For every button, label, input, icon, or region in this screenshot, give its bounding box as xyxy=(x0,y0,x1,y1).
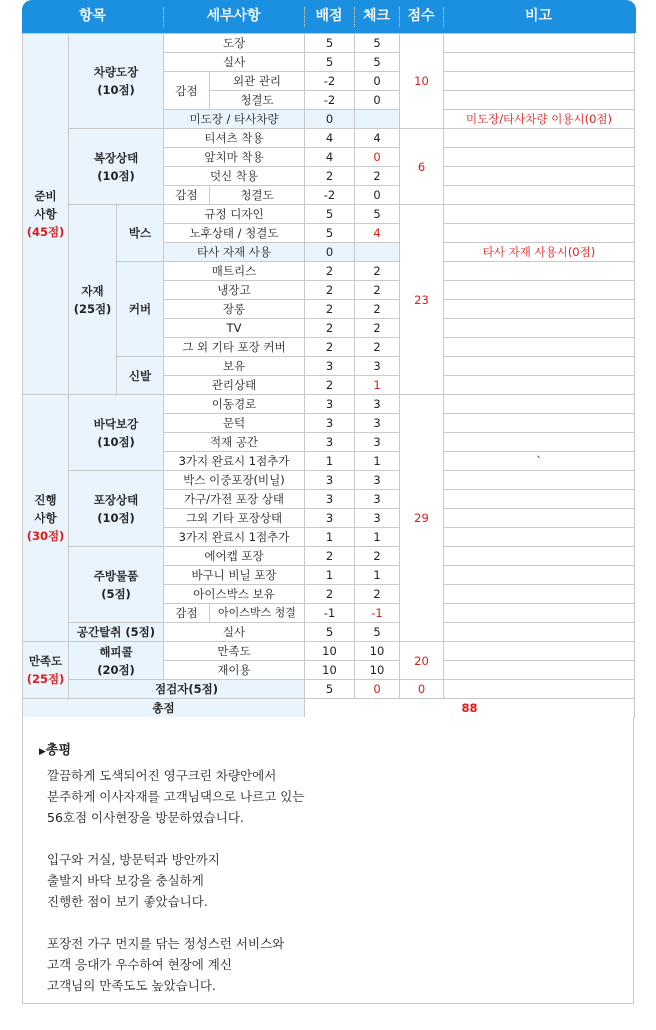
total-value: 88 xyxy=(305,699,635,718)
check-cell: 1 xyxy=(355,566,400,585)
section-prep xyxy=(23,34,69,395)
note-cell xyxy=(444,604,635,623)
points-cell: 2 xyxy=(305,338,355,357)
group-points: (10점) xyxy=(97,510,135,525)
header-divider xyxy=(443,7,444,27)
note-cell xyxy=(444,72,635,91)
note-cell xyxy=(444,91,635,110)
item-cell: 외관 관리 xyxy=(210,72,305,91)
item-cell: 덧신 착용 xyxy=(164,167,305,186)
points-cell: 0 xyxy=(305,243,355,262)
section-label: 사항 xyxy=(34,511,57,525)
check-cell: 3 xyxy=(355,414,400,433)
points-cell: 3 xyxy=(305,357,355,376)
check-cell: 2 xyxy=(355,262,400,281)
header-note: 비고 xyxy=(524,8,553,24)
check-cell: 3 xyxy=(355,471,400,490)
table-row xyxy=(23,547,635,566)
group-points: (20점) xyxy=(97,662,135,677)
points-cell: 1 xyxy=(305,528,355,547)
note-cell xyxy=(444,414,635,433)
item-cell: 노후상태 / 청결도 xyxy=(164,224,305,243)
note-cell xyxy=(444,357,635,376)
subgroup-cover: 커버 xyxy=(117,262,164,357)
subgroup-shoes: 신발 xyxy=(117,357,164,395)
check-cell: 2 xyxy=(355,319,400,338)
score-cell: 10 xyxy=(400,34,444,129)
check-cell: 0 xyxy=(355,148,400,167)
check-cell: 3 xyxy=(355,357,400,376)
item-cell: 이동경로 xyxy=(164,395,305,414)
note-cell xyxy=(444,585,635,604)
summary-heading xyxy=(39,739,71,758)
check-cell: 10 xyxy=(355,642,400,661)
group-label: 복장상태 xyxy=(93,150,139,165)
points-cell: 5 xyxy=(305,623,355,642)
item-cell: 도장 xyxy=(164,34,305,53)
points-cell: -2 xyxy=(305,91,355,110)
section-satisfaction xyxy=(23,642,69,699)
group-attire xyxy=(69,129,164,205)
note-cell xyxy=(444,433,635,452)
note-cell: ` xyxy=(444,452,635,471)
check-cell: 0 xyxy=(355,72,400,91)
note-cell xyxy=(444,661,635,680)
item-cell: 에어캡 포장 xyxy=(164,547,305,566)
points-cell: 0 xyxy=(305,110,355,129)
points-cell: 3 xyxy=(305,414,355,433)
check-cell: 1 xyxy=(355,528,400,547)
check-cell: 4 xyxy=(355,224,400,243)
points-cell: 2 xyxy=(305,262,355,281)
points-cell: -2 xyxy=(305,186,355,205)
item-cell: 앞치마 착용 xyxy=(164,148,305,167)
group-label: 포장상태 xyxy=(93,492,139,507)
table-row xyxy=(23,129,635,148)
item-cell: 3가지 완료시 1점추가 xyxy=(164,528,305,547)
item-cell: 그외 기타 포장상태 xyxy=(164,509,305,528)
check-cell: 1 xyxy=(355,452,400,471)
score-cell: 0 xyxy=(400,680,444,699)
item-cell: 관리상태 xyxy=(164,376,305,395)
points-cell: -2 xyxy=(305,72,355,91)
subgroup-box: 박스 xyxy=(117,205,164,262)
section-progress xyxy=(23,395,69,642)
check-cell: 4 xyxy=(355,129,400,148)
points-cell: 1 xyxy=(305,566,355,585)
header-divider xyxy=(354,7,355,27)
note-cell: 타사 자재 사용시(0점) xyxy=(444,243,635,262)
score-table xyxy=(22,33,635,718)
check-cell xyxy=(355,243,400,262)
table-row xyxy=(23,680,635,699)
points-cell: 10 xyxy=(305,642,355,661)
summary-line: 출발지 바닥 보강을 충실하게 xyxy=(47,873,204,888)
score-sheet xyxy=(22,0,636,718)
bullet-triangle-icon: ▶ xyxy=(39,747,46,757)
note-cell xyxy=(444,148,635,167)
summary-line: 고객 응대가 우수하여 현장에 계신 xyxy=(47,957,232,972)
points-cell: 2 xyxy=(305,167,355,186)
group-floor xyxy=(69,395,164,471)
check-cell: 1 xyxy=(355,376,400,395)
group-packing xyxy=(69,471,164,547)
table-row xyxy=(23,395,635,414)
item-cell: 보유 xyxy=(164,357,305,376)
check-cell: 2 xyxy=(355,547,400,566)
note-cell xyxy=(444,53,635,72)
table-row xyxy=(23,642,635,661)
points-cell: 5 xyxy=(305,680,355,699)
points-cell: 3 xyxy=(305,509,355,528)
note-cell xyxy=(444,547,635,566)
group-label: 주방물품 xyxy=(93,568,139,583)
item-cell: 타사 자재 사용 xyxy=(164,243,305,262)
table-row xyxy=(23,205,635,224)
note-cell xyxy=(444,509,635,528)
header-score: 점수 xyxy=(407,8,435,24)
group-points: (10점) xyxy=(97,434,135,449)
note-cell xyxy=(444,623,635,642)
header-points: 배점 xyxy=(315,8,343,24)
points-cell: 5 xyxy=(305,34,355,53)
note-cell xyxy=(444,300,635,319)
total-label: 총점 xyxy=(23,699,305,718)
group-deodorize: 공간탈취 (5점) xyxy=(69,623,164,642)
check-cell: 2 xyxy=(355,167,400,186)
note-cell xyxy=(444,224,635,243)
deduct-label: 감점 xyxy=(164,72,210,110)
note-cell xyxy=(444,680,635,699)
deduct-label: 감점 xyxy=(164,186,210,205)
group-label: 자재 xyxy=(81,283,104,298)
item-cell: 만족도 xyxy=(164,642,305,661)
points-cell: 2 xyxy=(305,376,355,395)
note-cell xyxy=(444,34,635,53)
points-cell: 1 xyxy=(305,452,355,471)
item-cell: 냉장고 xyxy=(164,281,305,300)
check-cell: 2 xyxy=(355,338,400,357)
note-cell xyxy=(444,471,635,490)
check-cell: 2 xyxy=(355,281,400,300)
summary-line: 고객님의 만족도도 높았습니다. xyxy=(47,978,216,993)
header-divider xyxy=(399,7,400,27)
item-cell: 청결도 xyxy=(210,186,305,205)
note-cell xyxy=(444,319,635,338)
points-cell: 5 xyxy=(305,53,355,72)
points-cell: 5 xyxy=(305,205,355,224)
points-cell: 2 xyxy=(305,547,355,566)
header-divider xyxy=(163,7,164,27)
points-cell: 3 xyxy=(305,433,355,452)
table-row xyxy=(23,34,635,53)
summary-line: 깔끔하게 도색되어진 영구크린 차량안에서 xyxy=(47,768,277,783)
group-label: 해피콜 xyxy=(99,644,133,659)
note-cell xyxy=(444,338,635,357)
summary-line: 입구와 거실, 방문턱과 방안까지 xyxy=(47,852,220,867)
item-cell: 미도장 / 타사차량 xyxy=(164,110,305,129)
section-points: (45점) xyxy=(26,225,65,239)
group-points: (25점) xyxy=(73,301,112,316)
summary-line: 포장전 가구 먼지를 닦는 정성스런 서비스와 xyxy=(47,936,285,951)
summary-line: 분주하게 이사자재를 고객님댁으로 나르고 있는 xyxy=(47,789,305,804)
item-cell: 3가지 완료시 1점추가 xyxy=(164,452,305,471)
note-cell xyxy=(444,566,635,585)
group-label: 차량도장 xyxy=(93,65,139,79)
check-cell: 2 xyxy=(355,585,400,604)
summary-line: 56호점 이사현장을 방문하였습니다. xyxy=(47,810,244,825)
check-cell: 3 xyxy=(355,509,400,528)
header-detail: 세부사항 xyxy=(206,8,261,24)
item-cell: 문턱 xyxy=(164,414,305,433)
note-cell xyxy=(444,642,635,661)
group-kitchen xyxy=(69,547,164,623)
score-cell: 23 xyxy=(400,205,444,395)
note-cell xyxy=(444,167,635,186)
item-cell: 적재 공간 xyxy=(164,433,305,452)
points-cell: 2 xyxy=(305,585,355,604)
group-points: (5점) xyxy=(101,586,131,601)
group-label: 바닥보강 xyxy=(93,416,139,431)
item-cell: 그 외 기타 포장 커버 xyxy=(164,338,305,357)
summary-paragraph xyxy=(47,849,304,912)
item-cell: 실사 xyxy=(164,53,305,72)
score-cell: 29 xyxy=(400,395,444,642)
check-cell: 3 xyxy=(355,490,400,509)
header-item: 항목 xyxy=(78,8,107,24)
points-cell: 4 xyxy=(305,148,355,167)
summary-paragraph xyxy=(47,765,304,828)
check-cell: 0 xyxy=(355,91,400,110)
section-label: 만족도 xyxy=(28,654,63,668)
group-material xyxy=(69,205,117,395)
item-cell: 장롱 xyxy=(164,300,305,319)
points-cell: 3 xyxy=(305,490,355,509)
note-cell xyxy=(444,262,635,281)
item-cell: 티셔츠 착용 xyxy=(164,129,305,148)
item-cell: 가구/가전 포장 상태 xyxy=(164,490,305,509)
check-cell: -1 xyxy=(355,604,400,623)
section-label: 사항 xyxy=(34,207,57,221)
group-vehicle xyxy=(69,34,164,129)
check-cell: 5 xyxy=(355,205,400,224)
summary-paragraph xyxy=(47,933,304,996)
summary-text xyxy=(47,765,304,1017)
points-cell: 2 xyxy=(305,300,355,319)
note-cell xyxy=(444,205,635,224)
score-cell: 20 xyxy=(400,642,444,680)
table-row xyxy=(23,471,635,490)
note-cell xyxy=(444,490,635,509)
item-cell: TV xyxy=(164,319,305,338)
check-cell: 5 xyxy=(355,53,400,72)
note-cell xyxy=(444,186,635,205)
deduct-label: 감점 xyxy=(164,604,210,623)
check-cell: 5 xyxy=(355,623,400,642)
inspector-label: 점검자(5점) xyxy=(69,680,305,699)
note-cell xyxy=(444,129,635,148)
check-cell: 3 xyxy=(355,395,400,414)
check-cell: 5 xyxy=(355,34,400,53)
note-cell: 미도장/타사차량 이용시(0점) xyxy=(444,110,635,129)
section-label: 진행 xyxy=(34,493,57,507)
group-points: (10점) xyxy=(97,83,135,97)
check-cell: 10 xyxy=(355,661,400,680)
header-divider xyxy=(304,7,305,27)
item-cell: 재이용 xyxy=(164,661,305,680)
summary-line: 진행한 점이 보기 좋았습니다. xyxy=(47,894,208,909)
check-cell: 0 xyxy=(355,186,400,205)
note-cell xyxy=(444,376,635,395)
item-cell: 규정 디자인 xyxy=(164,205,305,224)
check-cell: 2 xyxy=(355,300,400,319)
section-points: (25점) xyxy=(26,672,65,686)
item-cell: 실사 xyxy=(164,623,305,642)
points-cell: 3 xyxy=(305,471,355,490)
section-points: (30점) xyxy=(26,529,65,543)
points-cell: 10 xyxy=(305,661,355,680)
score-cell: 6 xyxy=(400,129,444,205)
points-cell: 4 xyxy=(305,129,355,148)
group-points: (10점) xyxy=(97,168,135,183)
item-cell: 박스 이중포장(비닐) xyxy=(164,471,305,490)
points-cell: 5 xyxy=(305,224,355,243)
note-cell xyxy=(444,281,635,300)
points-cell: -1 xyxy=(305,604,355,623)
item-cell: 아이스박스 청결 xyxy=(210,604,305,623)
check-cell: 0 xyxy=(355,680,400,699)
note-cell xyxy=(444,395,635,414)
item-cell: 청결도 xyxy=(210,91,305,110)
table-row xyxy=(23,623,635,642)
section-label: 준비 xyxy=(34,189,57,203)
header-check: 체크 xyxy=(362,8,391,24)
note-cell xyxy=(444,528,635,547)
check-cell xyxy=(355,110,400,129)
total-row xyxy=(23,699,635,718)
item-cell: 매트리스 xyxy=(164,262,305,281)
item-cell: 아이스박스 보유 xyxy=(164,585,305,604)
summary-box xyxy=(22,717,634,1004)
points-cell: 3 xyxy=(305,395,355,414)
points-cell: 2 xyxy=(305,281,355,300)
table-header xyxy=(22,0,636,33)
points-cell: 2 xyxy=(305,319,355,338)
item-cell: 바구니 비닐 포장 xyxy=(164,566,305,585)
summary-title: 총평 xyxy=(45,743,72,758)
group-happycall xyxy=(69,642,164,680)
check-cell: 3 xyxy=(355,433,400,452)
